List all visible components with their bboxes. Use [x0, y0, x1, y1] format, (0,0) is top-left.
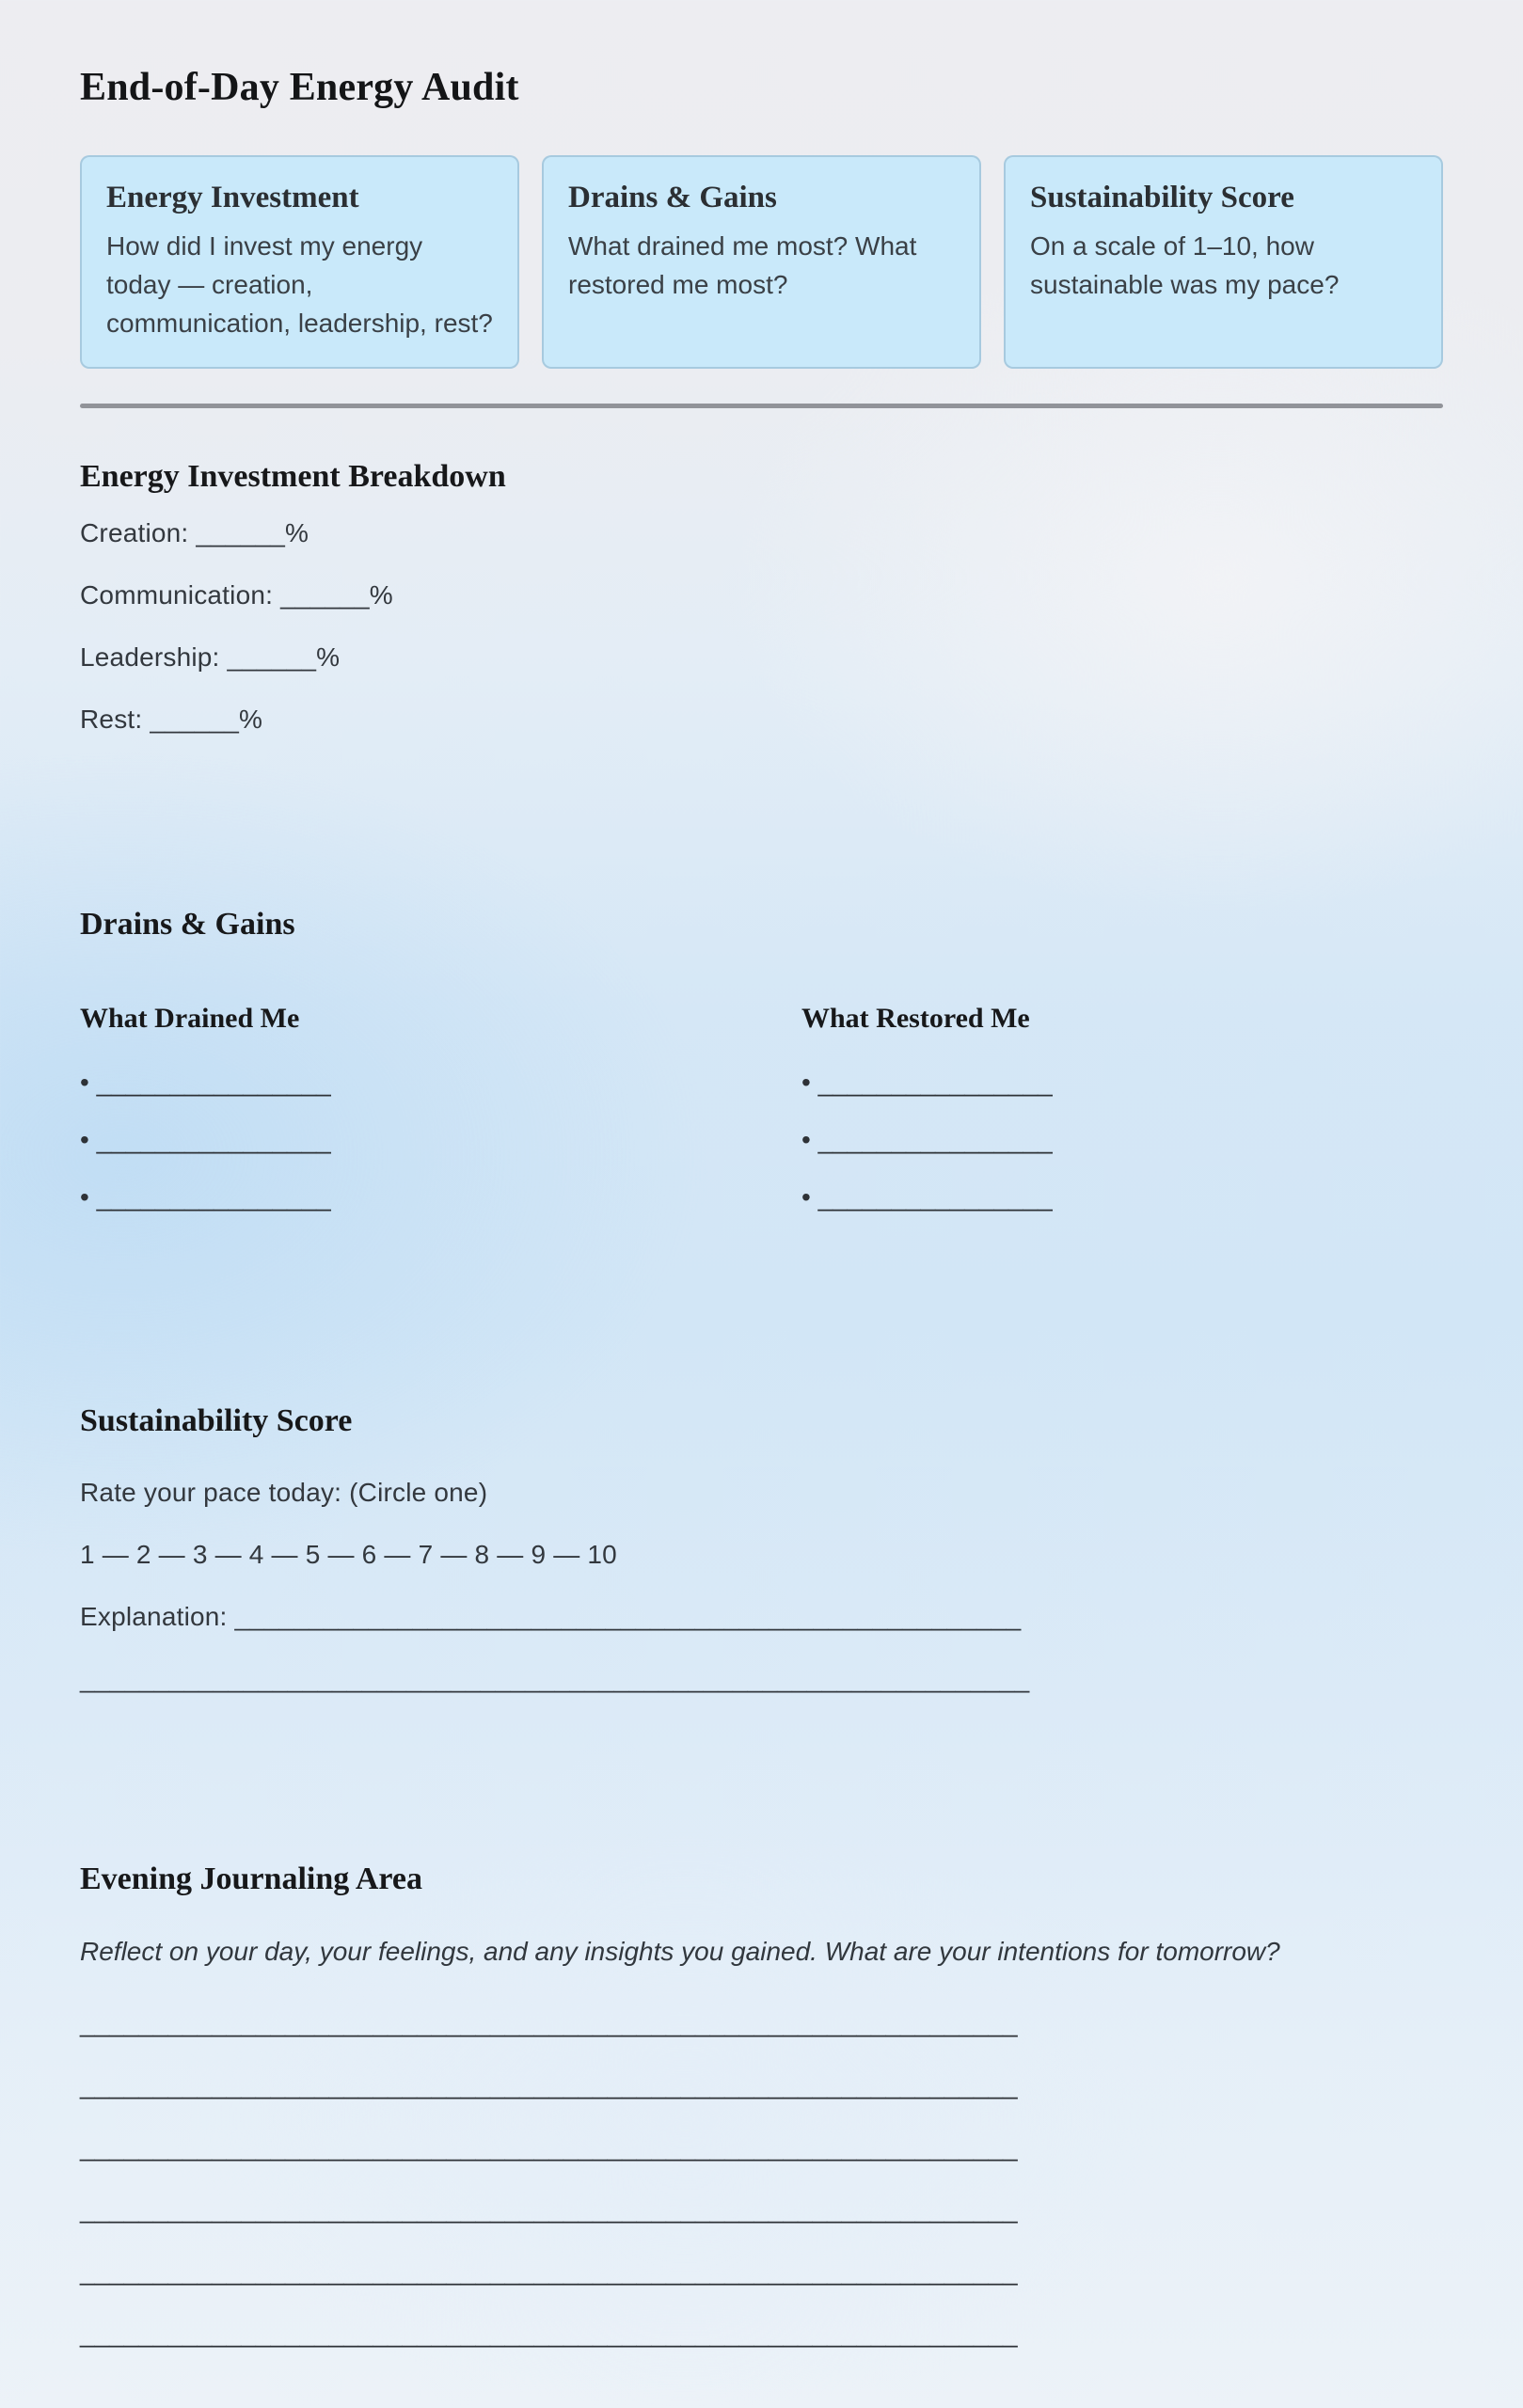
pace-prompt: Rate your pace today: (Circle one) [80, 1478, 488, 1507]
worksheet-page [0, 66, 1523, 2350]
column-heading-restored: What Restored Me [801, 1003, 1030, 1034]
summary-card-energy-investment [80, 155, 519, 369]
journal-blank-line: ________________________________________________________________ [80, 2132, 1018, 2162]
fill-in-row-rest: Rest: ______% [80, 705, 263, 734]
column-drained [80, 1001, 801, 1213]
fill-in-row-creation: Creation: ______% [80, 518, 309, 547]
summary-card-drains-gains [542, 155, 981, 369]
column-heading-drained: What Drained Me [80, 1003, 300, 1034]
bullet-blank-line: • ________________ [801, 1125, 1053, 1154]
bullet-blank-line: • ________________ [80, 1125, 331, 1154]
section-heading-sustainability: Sustainability Score [80, 1403, 353, 1438]
bullet-blank-line: • ________________ [80, 1068, 331, 1097]
card-description: What drained me most? What restored me most? [568, 231, 917, 299]
explanation-continuation-line: ________________________________________________________________ [80, 1664, 1030, 1693]
card-title: Energy Investment [106, 181, 359, 214]
journal-blank-line: ________________________________________________________________ [80, 2319, 1018, 2348]
section-heading-breakdown: Energy Investment Breakdown [80, 459, 506, 494]
section-heading-journaling: Evening Journaling Area [80, 1861, 422, 1896]
bullet-blank-line: • ________________ [801, 1068, 1053, 1097]
card-title: Sustainability Score [1030, 181, 1294, 214]
restored-list [801, 1067, 1443, 1213]
column-restored [801, 1001, 1443, 1213]
fill-in-row-communication: Communication: ______% [80, 580, 393, 610]
drained-list [80, 1067, 801, 1213]
explanation-line: Explanation: _____________________________________________________ [80, 1602, 1022, 1631]
journal-blank-line: ________________________________________________________________ [80, 2008, 1018, 2037]
journal-blank-line: ________________________________________________________________ [80, 2257, 1018, 2286]
card-title: Drains & Gains [568, 181, 777, 214]
fill-in-row-leadership: Leadership: ______% [80, 642, 341, 672]
journal-prompt: Reflect on your day, your feelings, and any insights you gained. What are your intentions for tomorrow? [80, 1937, 1280, 1966]
bullet-blank-line: • ________________ [80, 1182, 331, 1212]
card-description: How did I invest my energy today — creation, communication, leadership, rest? [106, 231, 493, 338]
card-description: On a scale of 1–10, how sustainable was my pace? [1030, 231, 1340, 299]
journal-lines [80, 2007, 1443, 2350]
summary-card-sustainability-score [1004, 155, 1443, 369]
page-title: End-of-Day Energy Audit [80, 66, 519, 109]
section-divider [80, 404, 1443, 408]
journal-blank-line: ________________________________________________________________ [80, 2194, 1018, 2224]
bullet-blank-line: • ________________ [801, 1182, 1053, 1212]
summary-cards-row [80, 155, 1443, 369]
journal-blank-line: ________________________________________________________________ [80, 2070, 1018, 2099]
section-heading-drains-gains: Drains & Gains [80, 907, 295, 942]
rating-scale-row: 1 — 2 — 3 — 4 — 5 — 6 — 7 — 8 — 9 — 10 [80, 1540, 617, 1569]
drains-gains-columns [80, 1001, 1443, 1213]
